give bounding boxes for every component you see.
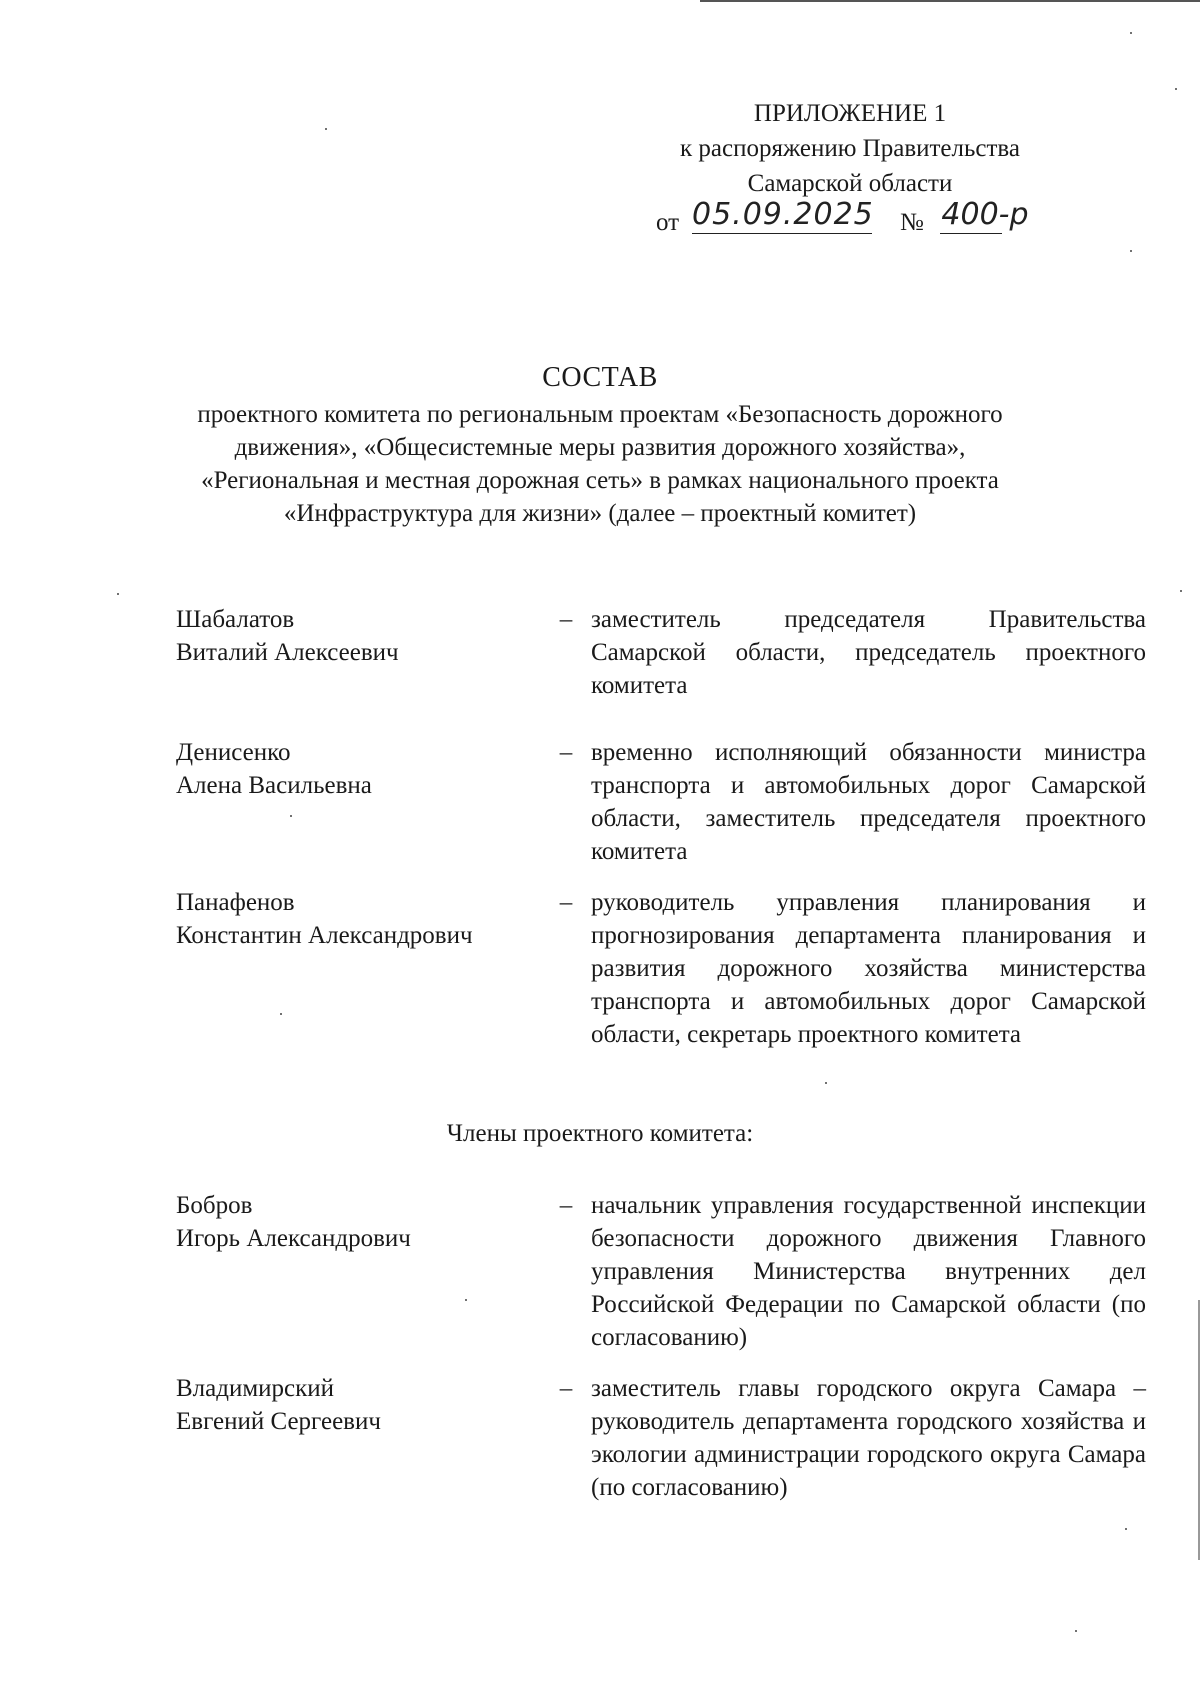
scan-speck: [1130, 32, 1132, 34]
person-name: [176, 603, 536, 669]
person-given-name: Евгений Сергеевич: [176, 1408, 381, 1435]
scan-speck: [1125, 1528, 1127, 1530]
appendix-region-line: Самарской области: [747, 170, 953, 197]
person-name: [176, 1372, 536, 1438]
person-given-name: Игорь Александрович: [176, 1225, 411, 1252]
appendix-order-line: к распоряжению Правительства: [679, 135, 1020, 162]
scan-speck: [1175, 88, 1177, 90]
scan-speck: [1075, 1630, 1077, 1632]
dash-separator: –: [559, 739, 573, 766]
members-heading: Члены проектного комитета:: [446, 1120, 754, 1147]
person-given-name: Виталий Алексеевич: [176, 639, 399, 666]
handwritten-number: 400-р: [941, 197, 1029, 232]
date-number-row: [600, 197, 1100, 241]
person-given-name: Алена Васильевна: [176, 772, 372, 799]
dash-separator: –: [559, 889, 573, 916]
document-subtitle: проектного комитета по региональным проектам «Безопасность дорожного движения», «Общесистемные меры развития дорожного хозяйства», «Региональная и местная дорожная сеть» в рамках национального проекта «Инфраструктура для жизни» (далее – проектный комитет): [197, 401, 1003, 527]
person-surname: Владимирский: [176, 1375, 335, 1402]
date-underline: [692, 233, 872, 234]
appendix-header: [600, 96, 1100, 241]
scan-speck: [325, 128, 327, 130]
scan-speck: [825, 1082, 827, 1084]
scan-speck: [280, 1013, 282, 1015]
person-role: заместитель главы городского округа Самара – руководитель департамента городского хозяйства и экологии администрации городского округа Самара (по согласованию): [591, 1375, 1146, 1501]
scan-speck: [1180, 590, 1182, 592]
person-name: [176, 1189, 536, 1255]
dash-separator: –: [559, 1375, 573, 1402]
appendix-title: ПРИЛОЖЕНИЕ 1: [753, 100, 947, 127]
ot-label: от: [656, 209, 680, 236]
person-surname: Денисенко: [176, 739, 291, 766]
handwritten-date: 05.09.2025: [692, 197, 874, 232]
document-title: СОСТАВ: [542, 362, 658, 393]
person-role: заместитель председателя Правительства Самарской области, председатель проектного комитета: [591, 606, 1146, 699]
scan-speck: [1130, 250, 1132, 252]
dash-separator: –: [559, 1192, 573, 1219]
scan-speck: [117, 593, 119, 595]
scan-edge-line: [700, 0, 1200, 2]
person-surname: Шабалатов: [176, 606, 295, 633]
person-role: начальник управления государственной инспекции безопасности дорожного движения Главного управления Министерства внутренних дел Российской Федерации по Самарской области (по согласованию): [591, 1192, 1146, 1351]
number-sign: №: [900, 209, 924, 236]
person-name: [176, 736, 536, 802]
scan-speck: [465, 1299, 467, 1301]
person-given-name: Константин Александрович: [176, 922, 473, 949]
dash-separator: –: [559, 606, 573, 633]
scan-speck: [290, 815, 292, 817]
person-surname: Бобров: [176, 1192, 253, 1219]
person-name: [176, 886, 536, 952]
number-underline: [940, 233, 1002, 234]
person-surname: Панафенов: [176, 889, 295, 916]
person-role: руководитель управления планирования и прогнозирования департамента планирования и развития дорожного хозяйства министерства транспорта и автомобильных дорог Самарской области, секретарь проектного комитета: [591, 889, 1146, 1048]
person-role: временно исполняющий обязанности министра транспорта и автомобильных дорог Самарской области, заместитель председателя проектного комитета: [591, 739, 1146, 865]
